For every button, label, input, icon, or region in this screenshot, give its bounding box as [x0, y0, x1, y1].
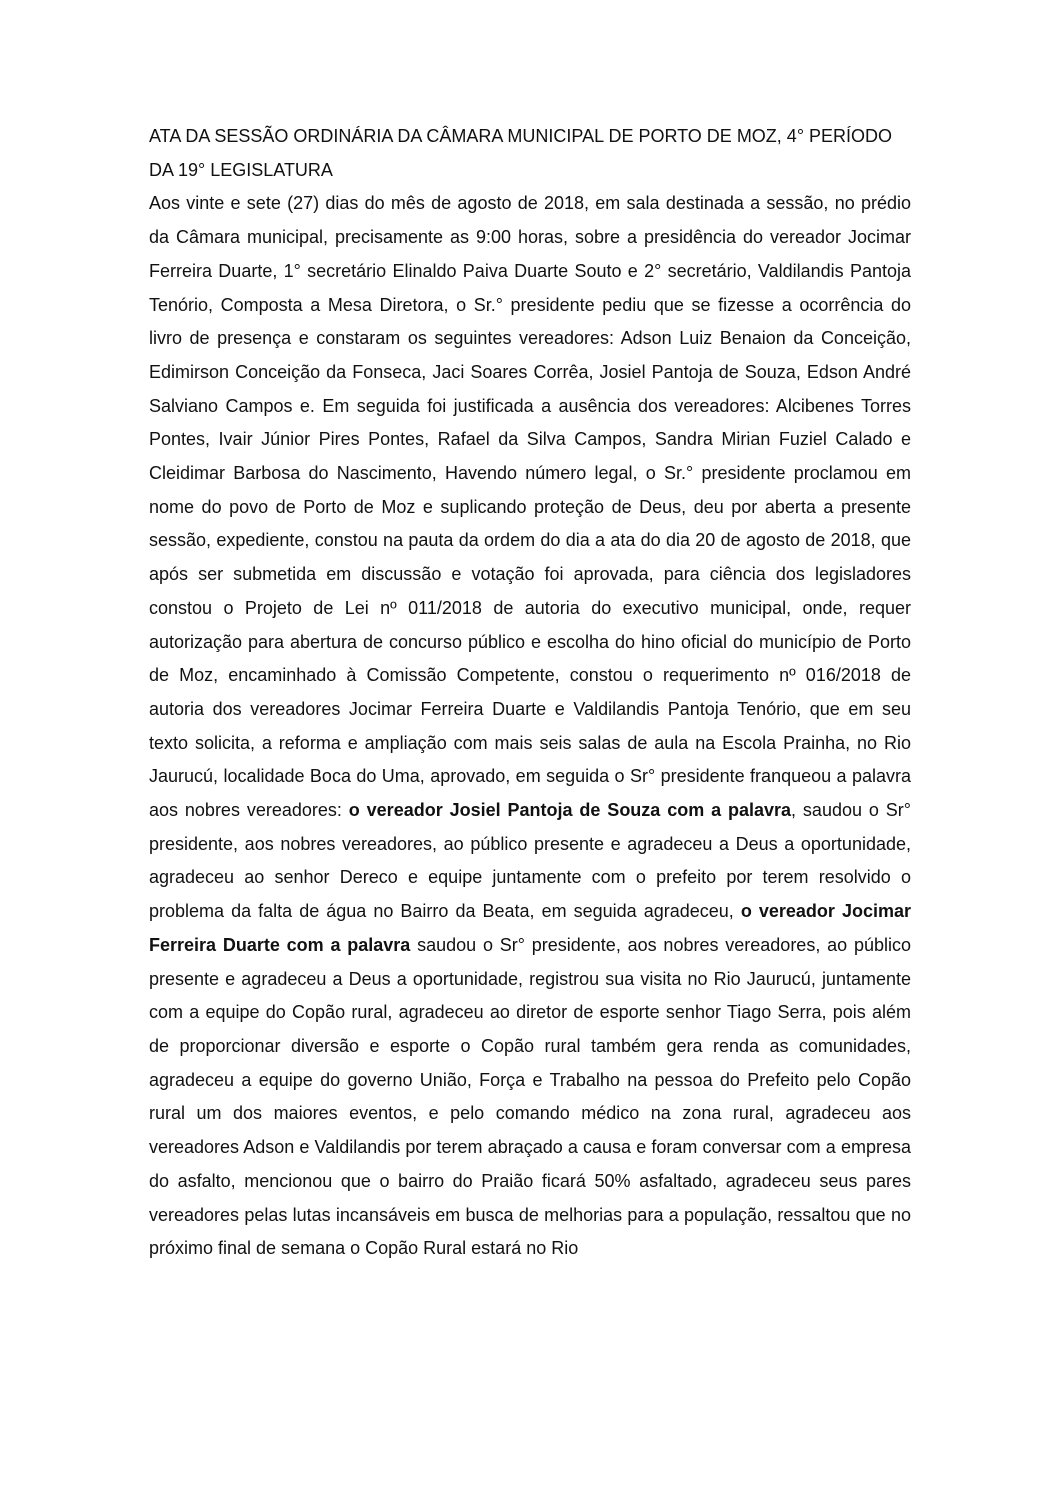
paragraph-text-jocimar-speech: saudou o Sr° presidente, aos nobres vereadores, ao público presente e agradeceu a Deus a oportunidade, registrou sua visita no Rio Jaurucú, juntamente com a equipe do Copão rural, agradeceu ao diretor de esporte senhor Tiago Serra, pois além de proporcionar diversão e esporte o Copão rural também gera renda as comunidades, agradeceu a equipe do governo União, Força e Trabalho na pessoa do Prefeito pelo Copão rural um dos maiores eventos, e pelo comando médico na zona rural, agradeceu aos vereadores Adson e Valdilandis por terem abraçado a causa e foram conversar com a empresa do asfalto, mencionou que o bairro do Praião ficará 50% asfaltado, agradeceu seus pares vereadores pelas lutas incansáveis em busca de melhorias para a população, ressaltou que no próximo final de semana o Copão Rural estará no Rio: [149, 934, 911, 1259]
document-title: ATA DA SESSÃO ORDINÁRIA DA CÂMARA MUNICIPAL DE PORTO DE MOZ, 4° PERÍODO DA 19° LEGISLATURA: [149, 126, 893, 180]
speaker-heading-josiel: o vereador Josiel Pantoja de Souza com a palavra: [348, 800, 792, 821]
minutes-paragraph: [149, 187, 911, 1266]
paragraph-text-josiel-speech: , saudou o Sr° presidente, aos nobres vereadores, ao público presente e agradeceu a Deus a oportunidade, agradeceu ao senhor Dereco e equipe juntamente com o prefeito por terem resolvido o problema da falta de água no Bairro da Beata, em seguida agradeceu,: [149, 800, 911, 922]
document-content: [149, 120, 911, 1266]
paragraph-text-opening: Aos vinte e sete (27) dias do mês de agosto de 2018, em sala destinada a sessão, no prédio da Câmara municipal, precisamente as 9:00 horas, sobre a presidência do vereador Jocimar Ferreira Duarte, 1° secretário Elinaldo Paiva Duarte Souto e 2° secretário, Valdilandis Pantoja Tenório, Composta a Mesa Diretora, o Sr.° presidente pediu que se fizesse a ocorrência do livro de presença e constaram os seguintes vereadores: Adson Luiz Benaion da Conceição, Edimirson Conceição da Fonseca, Jaci Soares Corrêa, Josiel Pantoja de Souza, Edson André Salviano Campos e. Em seguida foi justificada a ausência dos vereadores: Alcibenes Torres Pontes, Ivair Júnior Pires Pontes, Rafael da Silva Campos, Sandra Mirian Fuziel Calado e Cleidimar Barbosa do Nascimento, Havendo número legal, o Sr.° presidente proclamou em nome do povo de Porto de Moz e suplicando proteção de Deus, deu por aberta a presente sessão, expediente, constou na pauta da ordem do dia a ata do dia 20 de agosto de 2018, que após ser submetida em discussão e votação foi aprovada, para ciência dos legisladores constou o Projeto de Lei nº 011/2018 de autoria do executivo municipal, onde, requer autorização para abertura de concurso público e escolha do hino oficial do município de Porto de Moz, encaminhado à Comissão Competente, constou o requerimento nº 016/2018 de autoria dos vereadores Jocimar Ferreira Duarte e Valdilandis Pantoja Tenório, que em seu texto solicita, a reforma e ampliação com mais seis salas de aula na Escola Prainha, no Rio Jaurucú, localidade Boca do Uma, aprovado, em seguida o Sr° presidente franqueou a palavra aos nobres vereadores:: [149, 193, 911, 821]
speaker-heading-jocimar: o vereador Jocimar Ferreira Duarte com a palavra: [149, 901, 911, 955]
